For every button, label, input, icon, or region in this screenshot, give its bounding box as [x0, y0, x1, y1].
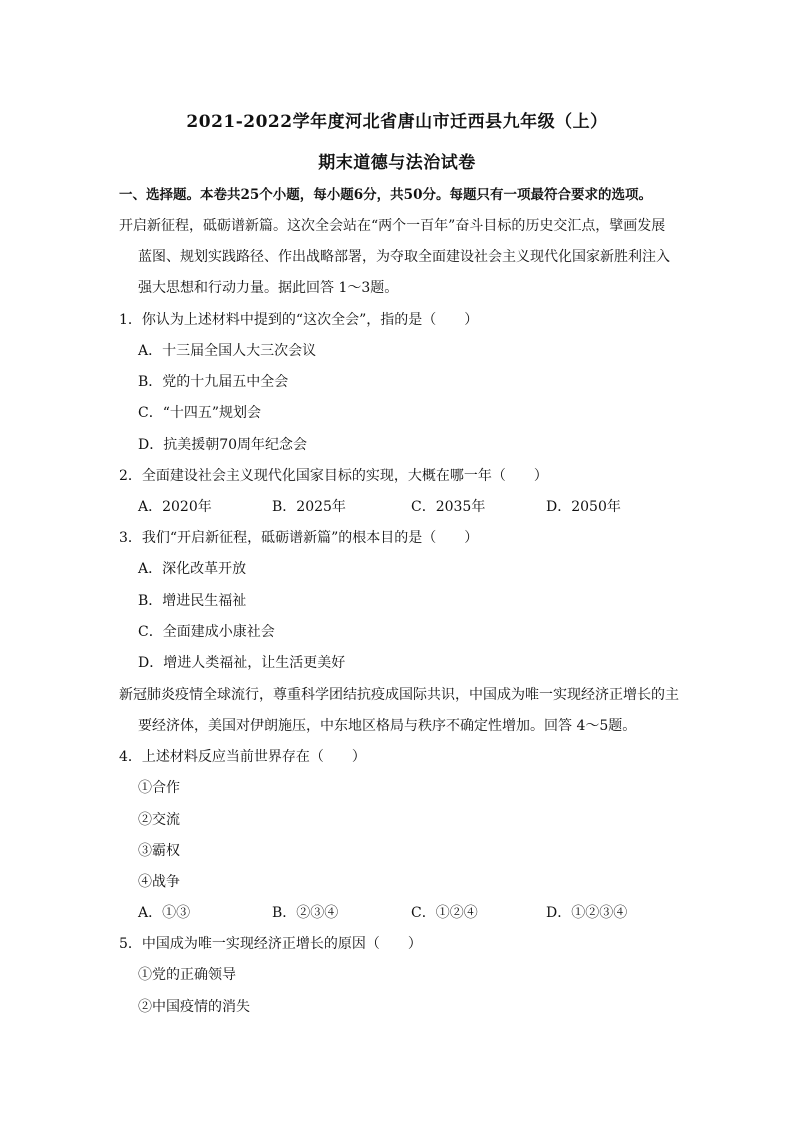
question-4-option-a: A．①③	[138, 905, 191, 921]
question-5-stem: 5．中国成为唯一实现经济正增长的原因（ ）	[119, 936, 422, 952]
section-heading: 一、选择题。本卷共25个小题，每小题6分，共50分。每题只有一项最符合要求的选项。	[119, 187, 652, 203]
question-3-option-a: A．深化改革开放	[138, 561, 247, 577]
question-4-item-1: ①合作	[138, 780, 180, 796]
passage1-line3: 强大思想和行动力量。据此回答 1～3题。	[138, 280, 399, 296]
question-2-option-b: B．2025年	[272, 499, 346, 515]
question-3-option-c: C．全面建成小康社会	[138, 624, 275, 640]
question-3-option-d: D．增进人类福祉，让生活更美好	[138, 655, 346, 671]
exam-title-line1: 2021-2022学年度河北省唐山市迁西县九年级（上）	[186, 112, 608, 132]
question-1-option-d: D．抗美援朝70周年纪念会	[138, 437, 308, 453]
question-2-option-d: D．2050年	[546, 499, 621, 515]
question-4-option-c: C．①②④	[411, 905, 478, 921]
passage1-line1: 开启新征程，砥砺谱新篇。这次全会站在“两个一百年”奋斗目标的历史交汇点，擘画发展	[119, 218, 666, 234]
question-5-item-2: ②中国疫情的消失	[138, 999, 250, 1015]
question-1-option-b: B．党的十九届五中全会	[138, 374, 289, 390]
question-1-stem: 1．你认为上述材料中提到的“这次全会”，指的是（ ）	[119, 312, 479, 328]
passage2-line2: 要经济体，美国对伊朗施压，中东地区格局与秩序不确定性增加。回答 4～5题。	[138, 718, 637, 734]
question-4-option-b: B．②③④	[272, 905, 339, 921]
question-2-stem: 2．全面建设社会主义现代化国家目标的实现，大概在哪一年（ ）	[119, 468, 548, 484]
question-4-stem: 4．上述材料反应当前世界存在（ ）	[119, 749, 366, 765]
question-5-item-1: ①党的正确领导	[138, 967, 236, 983]
passage1-line2: 蓝图、规划实践路径、作出战略部署，为夺取全面建设社会主义现代化国家新胜利注入	[138, 249, 670, 265]
question-3-stem: 3．我们“开启新征程，砥砺谱新篇”的根本目的是（ ）	[119, 530, 479, 546]
question-4-item-3: ③霸权	[138, 843, 180, 859]
question-3-option-b: B．增进民生福祉	[138, 593, 247, 609]
question-2-option-a: A．2020年	[138, 499, 212, 515]
passage2-line1: 新冠肺炎疫情全球流行，尊重科学团结抗疫成国际共识，中国成为唯一实现经济正增长的主	[119, 687, 679, 703]
question-2-option-c: C．2035年	[411, 499, 486, 515]
question-4-item-2: ②交流	[138, 812, 180, 828]
question-1-option-a: A．十三届全国人大三次会议	[138, 343, 317, 359]
question-1-option-c: C．“十四五”规划会	[138, 405, 262, 421]
exam-title-line2: 期末道德与法治试卷	[318, 153, 476, 173]
question-4-item-4: ④战争	[138, 874, 180, 890]
question-4-option-d: D．①②③④	[546, 905, 628, 921]
